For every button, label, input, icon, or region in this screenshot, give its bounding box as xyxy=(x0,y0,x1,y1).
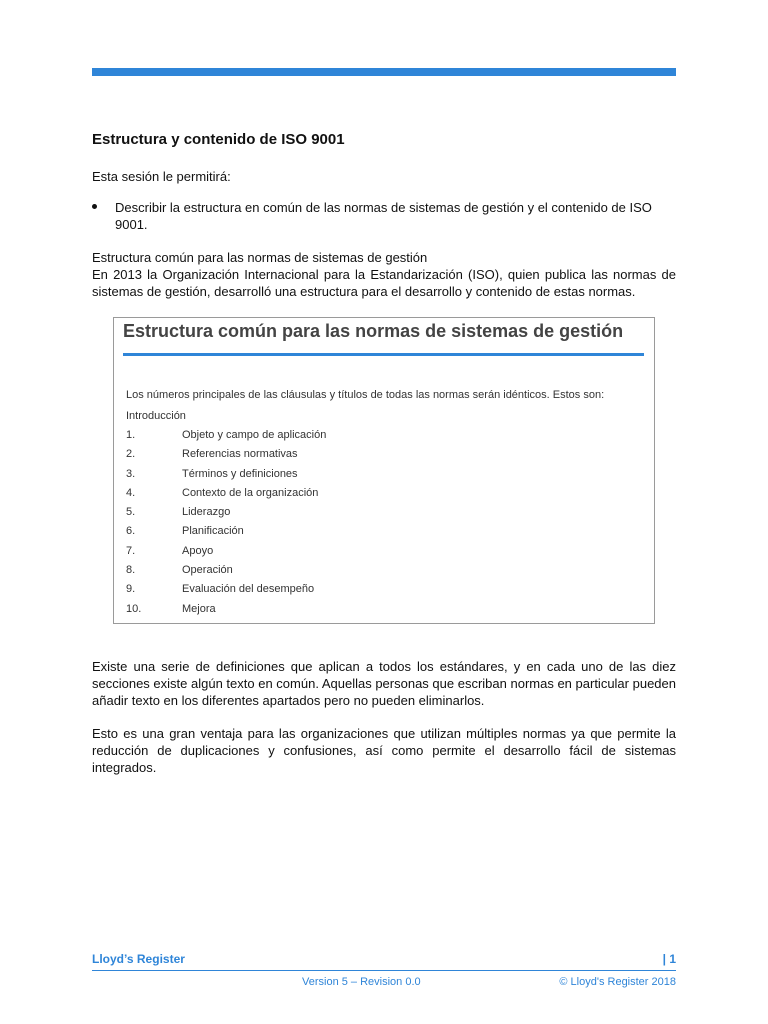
header-accent-bar xyxy=(92,68,676,76)
objectives-list xyxy=(92,199,676,233)
paragraph: Existe una serie de definiciones que aplican a todos los estándares, y en cada uno de las diez secciones existe algún texto en común. Aquellas personas que escriban normas en particular pueden añadir texto en los diferentes apartados pero no pueden eliminarlos. xyxy=(92,659,676,708)
clause-label: Liderazgo xyxy=(182,506,231,519)
clause-number: 6. xyxy=(126,525,136,538)
figure-title: Estructura común para las normas de sistemas de gestión xyxy=(123,321,624,341)
clause-label: Términos y definiciones xyxy=(182,467,298,480)
clause-number: 9. xyxy=(126,583,136,596)
clause-list xyxy=(126,429,626,622)
clause-number: 5. xyxy=(126,506,136,519)
figure-lead: Los números principales de las cláusulas y títulos de todas las normas serán idénticos. Estos son: xyxy=(126,389,605,401)
clause-number: 2. xyxy=(126,448,136,461)
list-item xyxy=(126,487,626,506)
clause-label: Planificación xyxy=(182,525,244,538)
clause-number: 8. xyxy=(126,564,136,577)
structure-figure xyxy=(113,317,655,624)
page-number: | 1 xyxy=(662,952,676,966)
list-item xyxy=(126,583,626,602)
list-item xyxy=(126,525,626,544)
list-item xyxy=(126,468,626,487)
clause-label: Objeto y campo de aplicación xyxy=(182,429,327,441)
footer-rule xyxy=(92,970,676,971)
footer-brand: Lloyd’s Register xyxy=(92,952,185,966)
list-item xyxy=(126,545,626,564)
clause-number: 7. xyxy=(126,544,136,557)
list-item xyxy=(92,199,676,233)
figure-title-rule xyxy=(123,353,644,356)
clause-label: Apoyo xyxy=(182,544,214,557)
list-item xyxy=(126,564,626,583)
closing-paragraphs xyxy=(92,658,676,792)
clause-number: 10. xyxy=(126,602,142,615)
list-item xyxy=(126,429,626,448)
page-title: Estructura y contenido de ISO 9001 xyxy=(92,131,345,148)
clause-number: 1. xyxy=(126,429,136,441)
document-body xyxy=(92,130,676,300)
session-intro: Esta sesión le permitirá: xyxy=(92,169,231,184)
clause-label: Referencias normativas xyxy=(182,448,298,461)
clause-number: 4. xyxy=(126,486,136,499)
clause-number: 3. xyxy=(126,467,136,480)
clause-label: Mejora xyxy=(182,602,216,615)
clause-label: Evaluación del desempeño xyxy=(182,583,315,596)
clause-label: Contexto de la organización xyxy=(182,486,319,499)
paragraph: Esto es una gran ventaja para las organizaciones que utilizan múltiples normas ya que permite la reducción de duplicaciones y confusiones, así como permite el desarrollo fácil de sistemas integrados. xyxy=(92,726,676,775)
list-item-text: Describir la estructura en común de las normas de sistemas de gestión y el contenido de ISO 9001. xyxy=(115,200,652,232)
section-text: En 2013 la Organización Internacional para la Estandarización (ISO), quien publica las normas de sistemas de gestión, desarrolló una estructura para el desarrollo y contenido de estas normas. xyxy=(92,267,676,299)
section-heading: Estructura común para las normas de sistemas de gestión xyxy=(92,250,428,265)
list-item xyxy=(126,448,626,467)
list-item xyxy=(126,603,626,622)
figure-intro-item: Introducción xyxy=(126,410,186,422)
list-item xyxy=(126,506,626,525)
bullet-icon xyxy=(92,204,97,209)
section-block xyxy=(92,249,676,300)
footer-copyright: © Lloyd's Register 2018 xyxy=(559,976,676,988)
clause-label: Operación xyxy=(182,564,233,577)
footer-version: Version 5 – Revision 0.0 xyxy=(302,976,421,988)
